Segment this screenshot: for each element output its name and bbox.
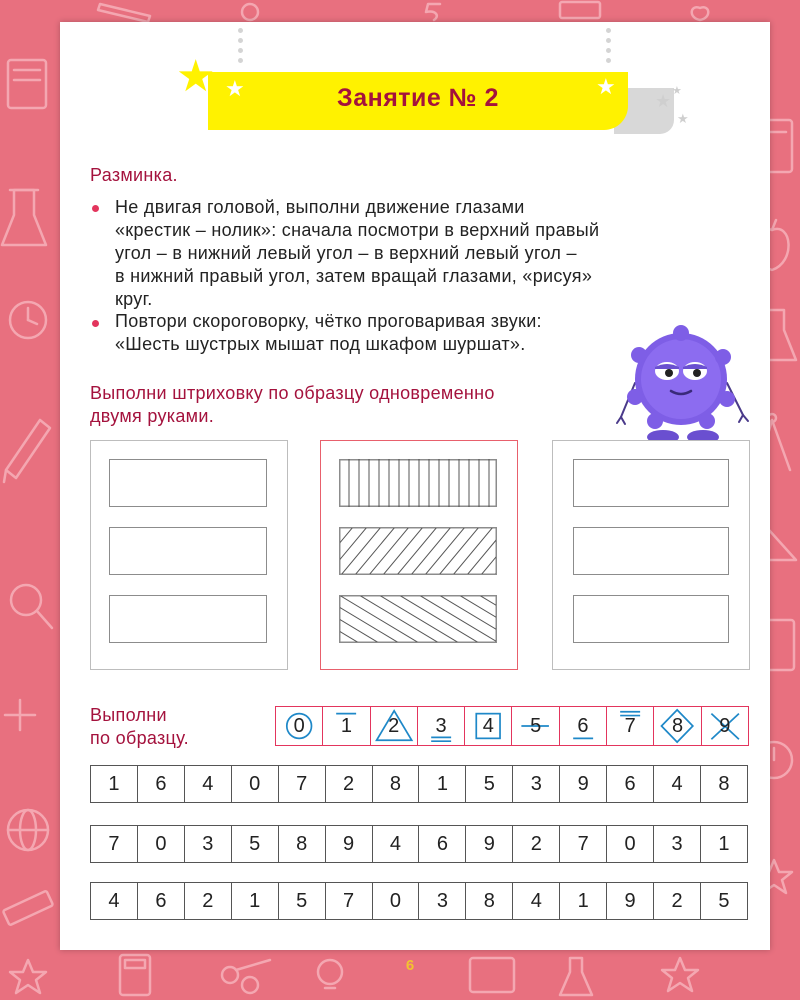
yellow-star-icon: ★ <box>176 52 216 101</box>
text-line: Не двигая головой, выполни движение глазами <box>115 197 525 217</box>
digit-cell[interactable]: 2 <box>326 766 373 802</box>
hatching-box[interactable] <box>109 459 267 507</box>
grey-star-icon-2: ★ <box>677 111 689 126</box>
hatching-box[interactable] <box>573 459 729 507</box>
digit-cell[interactable]: 4 <box>91 883 138 919</box>
text-line: Повтори скороговорку, чётко проговаривая звуки: <box>115 311 542 331</box>
digit-cell[interactable]: 9 <box>326 826 373 862</box>
digit-row-1 <box>90 765 748 803</box>
hatching-box[interactable] <box>573 595 729 643</box>
sample-digit-underline <box>560 707 607 745</box>
slanted-hatching-sample <box>339 595 497 643</box>
digit-cell[interactable]: 5 <box>279 883 326 919</box>
text-line: круг. <box>115 289 153 309</box>
sample-digit-strikethrough <box>512 707 559 745</box>
bullet-dot <box>92 320 99 327</box>
digit-cell[interactable]: 1 <box>91 766 138 802</box>
sample-digit: 4 <box>482 714 494 737</box>
sample-digit-triangle <box>371 707 418 745</box>
digit-cell[interactable]: 5 <box>232 826 279 862</box>
digit-cell[interactable]: 4 <box>373 826 420 862</box>
digit-cell[interactable]: 0 <box>607 826 654 862</box>
sample-digit: 9 <box>719 714 731 737</box>
digit-cell[interactable]: 8 <box>718 772 730 795</box>
digit-cell[interactable]: 6 <box>138 883 185 919</box>
sample-digit-square <box>465 707 512 745</box>
sample-digit: 6 <box>577 714 589 737</box>
text-line: по образцу. <box>90 728 189 748</box>
digit-cell[interactable]: 5 <box>466 766 513 802</box>
sample-digit: 3 <box>435 714 447 737</box>
digit-cell[interactable]: 9 <box>466 826 513 862</box>
digit-cell[interactable]: 3 <box>513 766 560 802</box>
sample-digit-diamond <box>654 707 701 745</box>
page-number: 6 <box>405 957 415 974</box>
hatching-task-heading <box>90 382 630 428</box>
sample-digit-double-overline <box>607 707 654 745</box>
sample-digit: 8 <box>671 714 684 737</box>
digit-cell[interactable]: 0 <box>232 766 279 802</box>
digit-cell[interactable]: 1 <box>419 766 466 802</box>
digit-cell[interactable]: 7 <box>279 766 326 802</box>
digit-cell[interactable]: 8 <box>279 826 326 862</box>
text-line: Выполни штриховку по образцу одновременно <box>90 383 495 403</box>
text-line: «крестик – нолик»: сначала посмотри в верхний правый <box>115 220 600 240</box>
sample-digit: 2 <box>388 714 400 737</box>
vertical-hatching-sample <box>339 459 497 507</box>
sample-digit: 0 <box>293 714 305 737</box>
text-line: «Шесть шустрых мышат под шкафом шуршат». <box>115 334 526 354</box>
digits-task-heading <box>90 704 189 750</box>
digit-cell[interactable]: 3 <box>654 826 701 862</box>
hatching-panel-left <box>90 440 288 670</box>
sample-digit: 7 <box>624 714 636 737</box>
sample-digit-double-underline <box>418 707 465 745</box>
sample-digit: 5 <box>530 714 542 737</box>
sample-digit-overline <box>323 707 370 745</box>
digit-row-2 <box>90 825 748 863</box>
digit-cell[interactable]: 2 <box>185 883 232 919</box>
digit-cell[interactable]: 9 <box>560 766 607 802</box>
hatching-box[interactable] <box>109 527 267 575</box>
hatching-box[interactable] <box>573 527 729 575</box>
digit-cell[interactable]: 1 <box>718 832 730 855</box>
warmup-bullet-1 <box>115 196 765 311</box>
digit-cell[interactable]: 4 <box>185 766 232 802</box>
digit-sample-strip <box>275 706 749 746</box>
digit-cell[interactable]: 1 <box>232 883 279 919</box>
digit-cell[interactable]: 7 <box>326 883 373 919</box>
digit-cell[interactable]: 3 <box>419 883 466 919</box>
digit-cell[interactable]: 4 <box>513 883 560 919</box>
hatching-panel-sample <box>320 440 518 670</box>
digit-cell[interactable]: 9 <box>607 883 654 919</box>
digit-cell[interactable]: 7 <box>91 826 138 862</box>
grey-star-icon-3: ★ <box>672 85 682 97</box>
digit-cell[interactable]: 4 <box>654 766 701 802</box>
diagonal-hatching-sample <box>339 527 497 575</box>
digit-cell[interactable]: 2 <box>654 883 701 919</box>
digit-cell[interactable]: 2 <box>513 826 560 862</box>
digit-cell[interactable]: 7 <box>560 826 607 862</box>
grey-star-icon: ★ <box>655 91 672 111</box>
digit-cell[interactable]: 6 <box>419 826 466 862</box>
white-star-icon: ★ <box>225 76 245 101</box>
bullet-dot <box>92 205 99 212</box>
digit-cell[interactable]: 6 <box>607 766 654 802</box>
hatching-panel-right <box>552 440 750 670</box>
digit-cell[interactable]: 5 <box>718 889 730 912</box>
sample-digit: 1 <box>340 714 352 737</box>
text-line: Выполни <box>90 705 167 725</box>
digit-cell[interactable]: 3 <box>185 826 232 862</box>
warmup-heading: Разминка. <box>90 165 178 185</box>
digit-cell[interactable]: 0 <box>138 826 185 862</box>
text-line: угол – в нижний левый угол – в верхний левый угол – <box>115 243 577 263</box>
digit-row-3 <box>90 882 748 920</box>
sample-digit-crossed <box>702 707 748 745</box>
white-star-icon-2: ★ <box>596 74 616 99</box>
digit-cell[interactable]: 8 <box>373 766 420 802</box>
page-title: Занятие № 2 <box>337 84 499 112</box>
text-line: в нижний правый угол, затем вращай глазами, «рисуя» <box>115 266 593 286</box>
digit-cell[interactable]: 0 <box>373 883 420 919</box>
warmup-bullet-2 <box>115 310 675 356</box>
fluffy-monster-icon <box>615 325 755 447</box>
digit-cell[interactable]: 1 <box>560 883 607 919</box>
digit-cell[interactable]: 6 <box>138 766 185 802</box>
text-line: двумя руками. <box>90 406 215 426</box>
hatching-box[interactable] <box>109 595 267 643</box>
digit-cell[interactable]: 8 <box>466 883 513 919</box>
sample-digit-circle <box>276 707 323 745</box>
